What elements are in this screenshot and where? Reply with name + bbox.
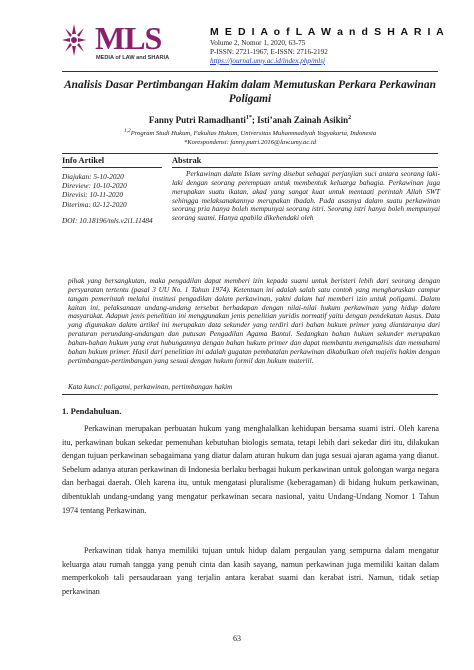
info-top-divider	[62, 153, 438, 154]
author-1: Fanny Putri Ramadhanti	[148, 115, 246, 125]
journal-name: M E D I A o f L A W a n d S H A R I A	[210, 26, 446, 38]
correspondence: *Korespondensi: fanny.putri.2016@law.umy.ac.id	[183, 138, 317, 146]
info-heading: Info Artikel	[62, 156, 105, 165]
affiliation-sup: 1,2	[123, 128, 131, 134]
author-1-sup: 1*	[245, 115, 252, 121]
header-divider	[62, 71, 438, 72]
logo-subtitle: MEDIA of LAW and SHARIA	[96, 55, 170, 61]
info-accepted: Diterima: 02-12-2020	[62, 199, 127, 209]
author-separator: ; Isti’anah Zainah Asikin	[251, 115, 349, 125]
abstract-paragraph-start: Perkawinan dalam Islam sering disebut sebagai perjanjian suci antara seorang laki-laki dengan seorang perempuan untuk membentuk keluarga bahagia. Perkawinan juga merupakan suatu ikatan, akad yang sangat kuat untuk mentaati perintah Allah SWT sehingga melaksanakannya merupakan ibadah. Pada asasnya dalam suatu perkawinan seorang pria hanya boleh mempunyai seorang istri. Seorang istri hanya boleh mempunyai seorang suami. Hanya apabila dikehendaki oleh	[172, 169, 440, 223]
body-paragraph-2: Perkawinan tidak hanya memiliki tujuan untuk hidup dalam pergaulan yang sempurna dalam mengatur keluarga atau rumah tangga yang penuh cinta dan kasih sayang, namun perkawinan juga memiliki kaitan dalam memperkokoh tali persaudaraan yang terjalin antara kerabat suami dan kerabat istri. Namun, tidak setiap perkawinan	[62, 546, 439, 596]
article-title: Analisis Dasar Pertimbangan Hakim dalam Memutuskan Perkara Perkawinan Poligami	[64, 79, 436, 105]
info-submitted: Diajukan: 5-10-2020	[62, 172, 124, 181]
abstract-paragraph-rest: pihak yang bersangkutan, maka pengadilan dapat memberi izin kepada suami untuk beristeri lebih dari seorang dengan persyaratan tertentu (pasal 3 UU No. 1 Tahun 1974). Ketentuan ini adalah salah satu contoh yang mengharuskan campur tangan pemerintah melalui institusi pengadilan dalam perkawinan, yakni dalam hal memberi izin untuk poligami. Dalam kaitan ini, pelaksanaan undang-undang tersebut berhadapan dengan nilai-nilai hukum perkawinan yang hidup dalam masyarakat. Adapun jenis penelitian ini menggunakan jenis penelitian yuridis normatif yaitu dengan pendekatan kasus. Data yang digunakan dalam artikel ini merupakan data sekunder yang terdiri dari bahan hukum primer yang diantaranya dari peraturan perundang-undangan dan putusan Pengadilan Agama Bantul. Sedangkan bahan hukum sekunder merupakan bahan-bahan hukum yang erat hubungannya dengan bahan hukum primer dan dapat membantu menganalisis dan memahami bahan hukum primer. Hasil dari penelitian ini adalah gugatan pembatalan perkawinan dikabulkan oleh majelis hakim dengan pertimbangan-pertimbangan yang sesuai dengan hukum formil dan hukum materiil.	[68, 276, 440, 365]
article-authors	[62, 115, 438, 125]
section-heading: 1. Pendahuluan.	[62, 406, 122, 416]
affiliation-block	[62, 127, 438, 147]
journal-url-link[interactable]: https://journal.umy.ac.id/index.php/mlsj	[210, 57, 325, 65]
volume-info: Volume 2, Nomor 1, 2020, 63-75	[210, 39, 306, 47]
author-2-sup: 2	[348, 115, 352, 121]
info-heading-divider	[62, 167, 162, 168]
abstract-heading: Abstrak	[172, 156, 202, 165]
issn-info: P-ISSN: 2721-1967, E-ISSN: 2716-2192	[210, 48, 328, 56]
abstract-heading-divider	[172, 167, 438, 168]
abstract-bottom-divider	[62, 394, 438, 395]
body-paragraph-1: Perkawinan merupakan perbuatan hukum yang menghalalkan kehidupan bersama suami istri. Oleh karena itu, perkawinan bukan sekedar pemenuhan kebutuhan biologis semata, tetapi lebih dari sekedar diri itu, dilakukan dengan tujuan perkawinan sebagaimana yang diatur dalam aturan hukum dan juga sesuai ajaran agama yang dianut. Sebelum adanya aturan perkawinan di Indonesia berlaku berbagai hukum perkawinan untuk golongan warga negara dan berbagai daerah. Oleh karena itu, untuk mengatasi pluralisme (keberagaman) di bidang hukum perkawinan, dibentuklah undang-undang yang mengatur perkawinan secara nasional, yaitu Undang-Undang Nomor 1 Tahun 1974 tentang Perkawinan.	[62, 424, 439, 515]
logo-text: MLS	[95, 20, 162, 56]
info-reviewed: Direview: 10-10-2020	[62, 181, 127, 191]
journal-info	[210, 26, 445, 66]
affiliation: Program Studi Hukum, Fakultas Hukum, Universitas Muhammadiyah Yogyakarta, Indonesia	[130, 130, 377, 138]
journal-logo	[62, 20, 182, 68]
info-revised: Direvisi: 10-11-2020	[62, 190, 123, 200]
doi-link[interactable]: DOI: 10.18196/mls.v2i1.11484	[62, 215, 153, 225]
keywords: Kata kunci: poligami, perkawinan, pertimbangan hakim	[68, 382, 233, 391]
article-info	[62, 172, 174, 225]
page-number: 63	[233, 634, 241, 643]
